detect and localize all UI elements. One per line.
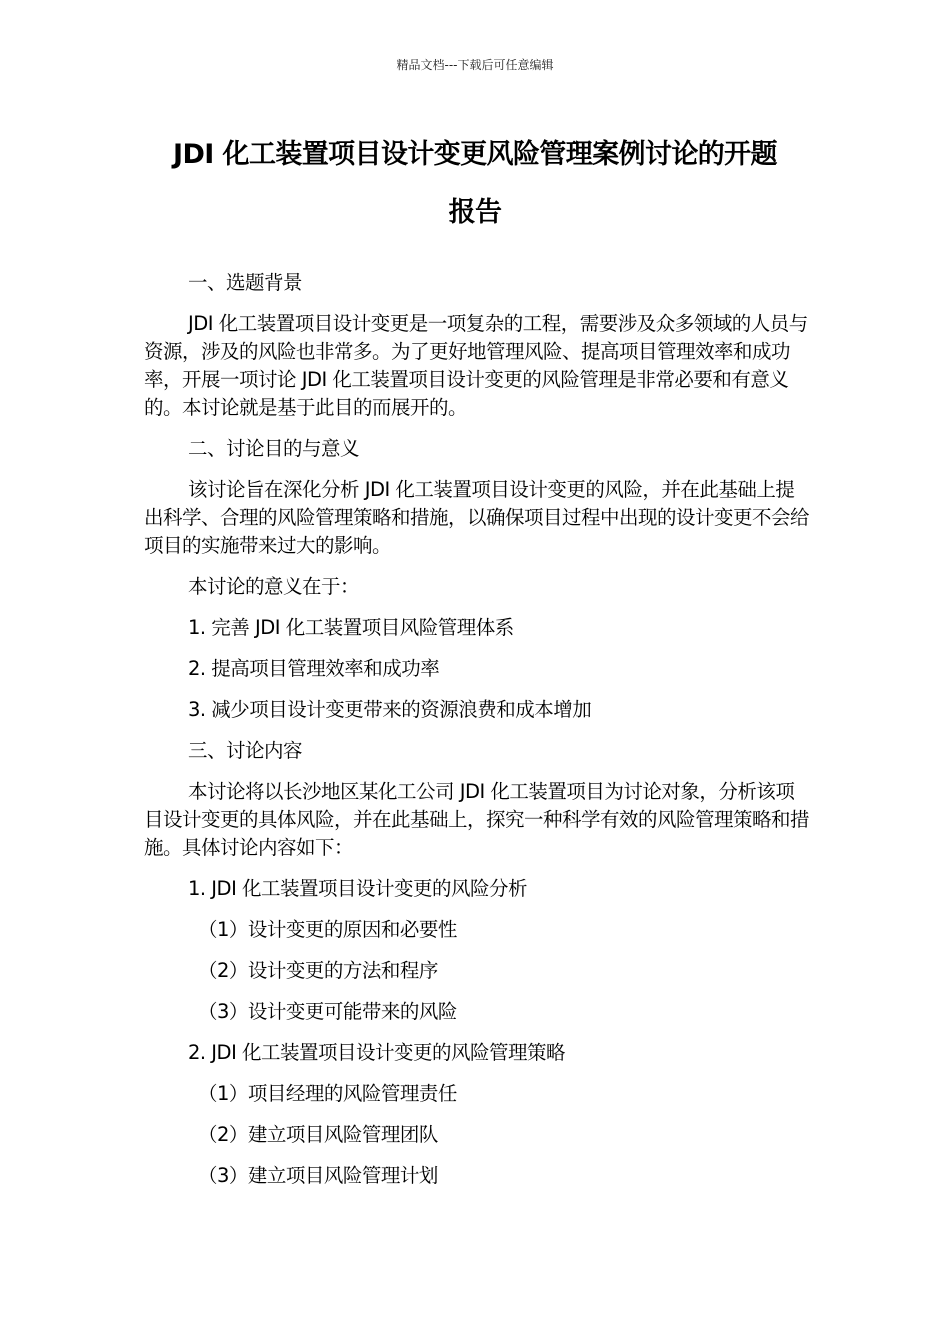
section-heading-purpose: 二、讨论目的与意义 (188, 437, 360, 460)
sub-list-item: （3）建立项目风险管理计划 (198, 1164, 438, 1187)
sub-list-item: （1）项目经理的风险管理责任 (198, 1082, 457, 1105)
sub-list-item: （3）设计变更可能带来的风险 (198, 1000, 457, 1023)
sub-list-item: （2）设计变更的方法和程序 (198, 959, 438, 982)
document-title-line-1: JDI 化工装置项目设计变更风险管理案例讨论的开题 (173, 139, 777, 170)
list-item: 1. JDI 化工装置项目设计变更的风险分析 (188, 877, 528, 900)
significance-intro: 本讨论的意义在于： (188, 575, 360, 598)
document-title-line-2: 报告 (448, 197, 502, 228)
document-body (144, 269, 810, 1203)
section-heading-background: 一、选题背景 (188, 271, 303, 294)
paragraph-content: 本讨论将以长沙地区某化工公司 JDI 化工装置项目为讨论对象，分析该项目设计变更的具体风险，并在此基础上，探究一种科学有效的风险管理策略和措施。具体讨论内容如下： (144, 780, 810, 859)
list-item: 1. 完善 JDI 化工装置项目风险管理体系 (188, 616, 514, 639)
list-item: 3. 减少项目设计变更带来的资源浪费和成本增加 (188, 698, 592, 721)
section-heading-content: 三、讨论内容 (188, 739, 303, 762)
list-item: 2. JDI 化工装置项目设计变更的风险管理策略 (188, 1041, 566, 1064)
list-item: 2. 提高项目管理效率和成功率 (188, 657, 440, 680)
paragraph-background: JDI 化工装置项目设计变更是一项复杂的工程，需要涉及众多领域的人员与资源，涉及的风险也非常多。为了更好地管理风险、提高项目管理效率和成功率，开展一项讨论 JDI 化工装置项目设计变更的风险管理是非常必要和有意义的。本讨论就是基于此目的而展开的。 (144, 312, 808, 419)
paragraph-purpose: 该讨论旨在深化分析 JDI 化工装置项目设计变更的风险，并在此基础上提出科学、合理的风险管理策略和措施，以确保项目过程中出现的设计变更不会给项目的实施带来过大的影响。 (144, 478, 810, 557)
sub-list-item: （1）设计变更的原因和必要性 (198, 918, 457, 941)
sub-list-item: （2）建立项目风险管理团队 (198, 1123, 438, 1146)
page-header: 精品文档---下载后可任意编辑 (396, 58, 554, 72)
